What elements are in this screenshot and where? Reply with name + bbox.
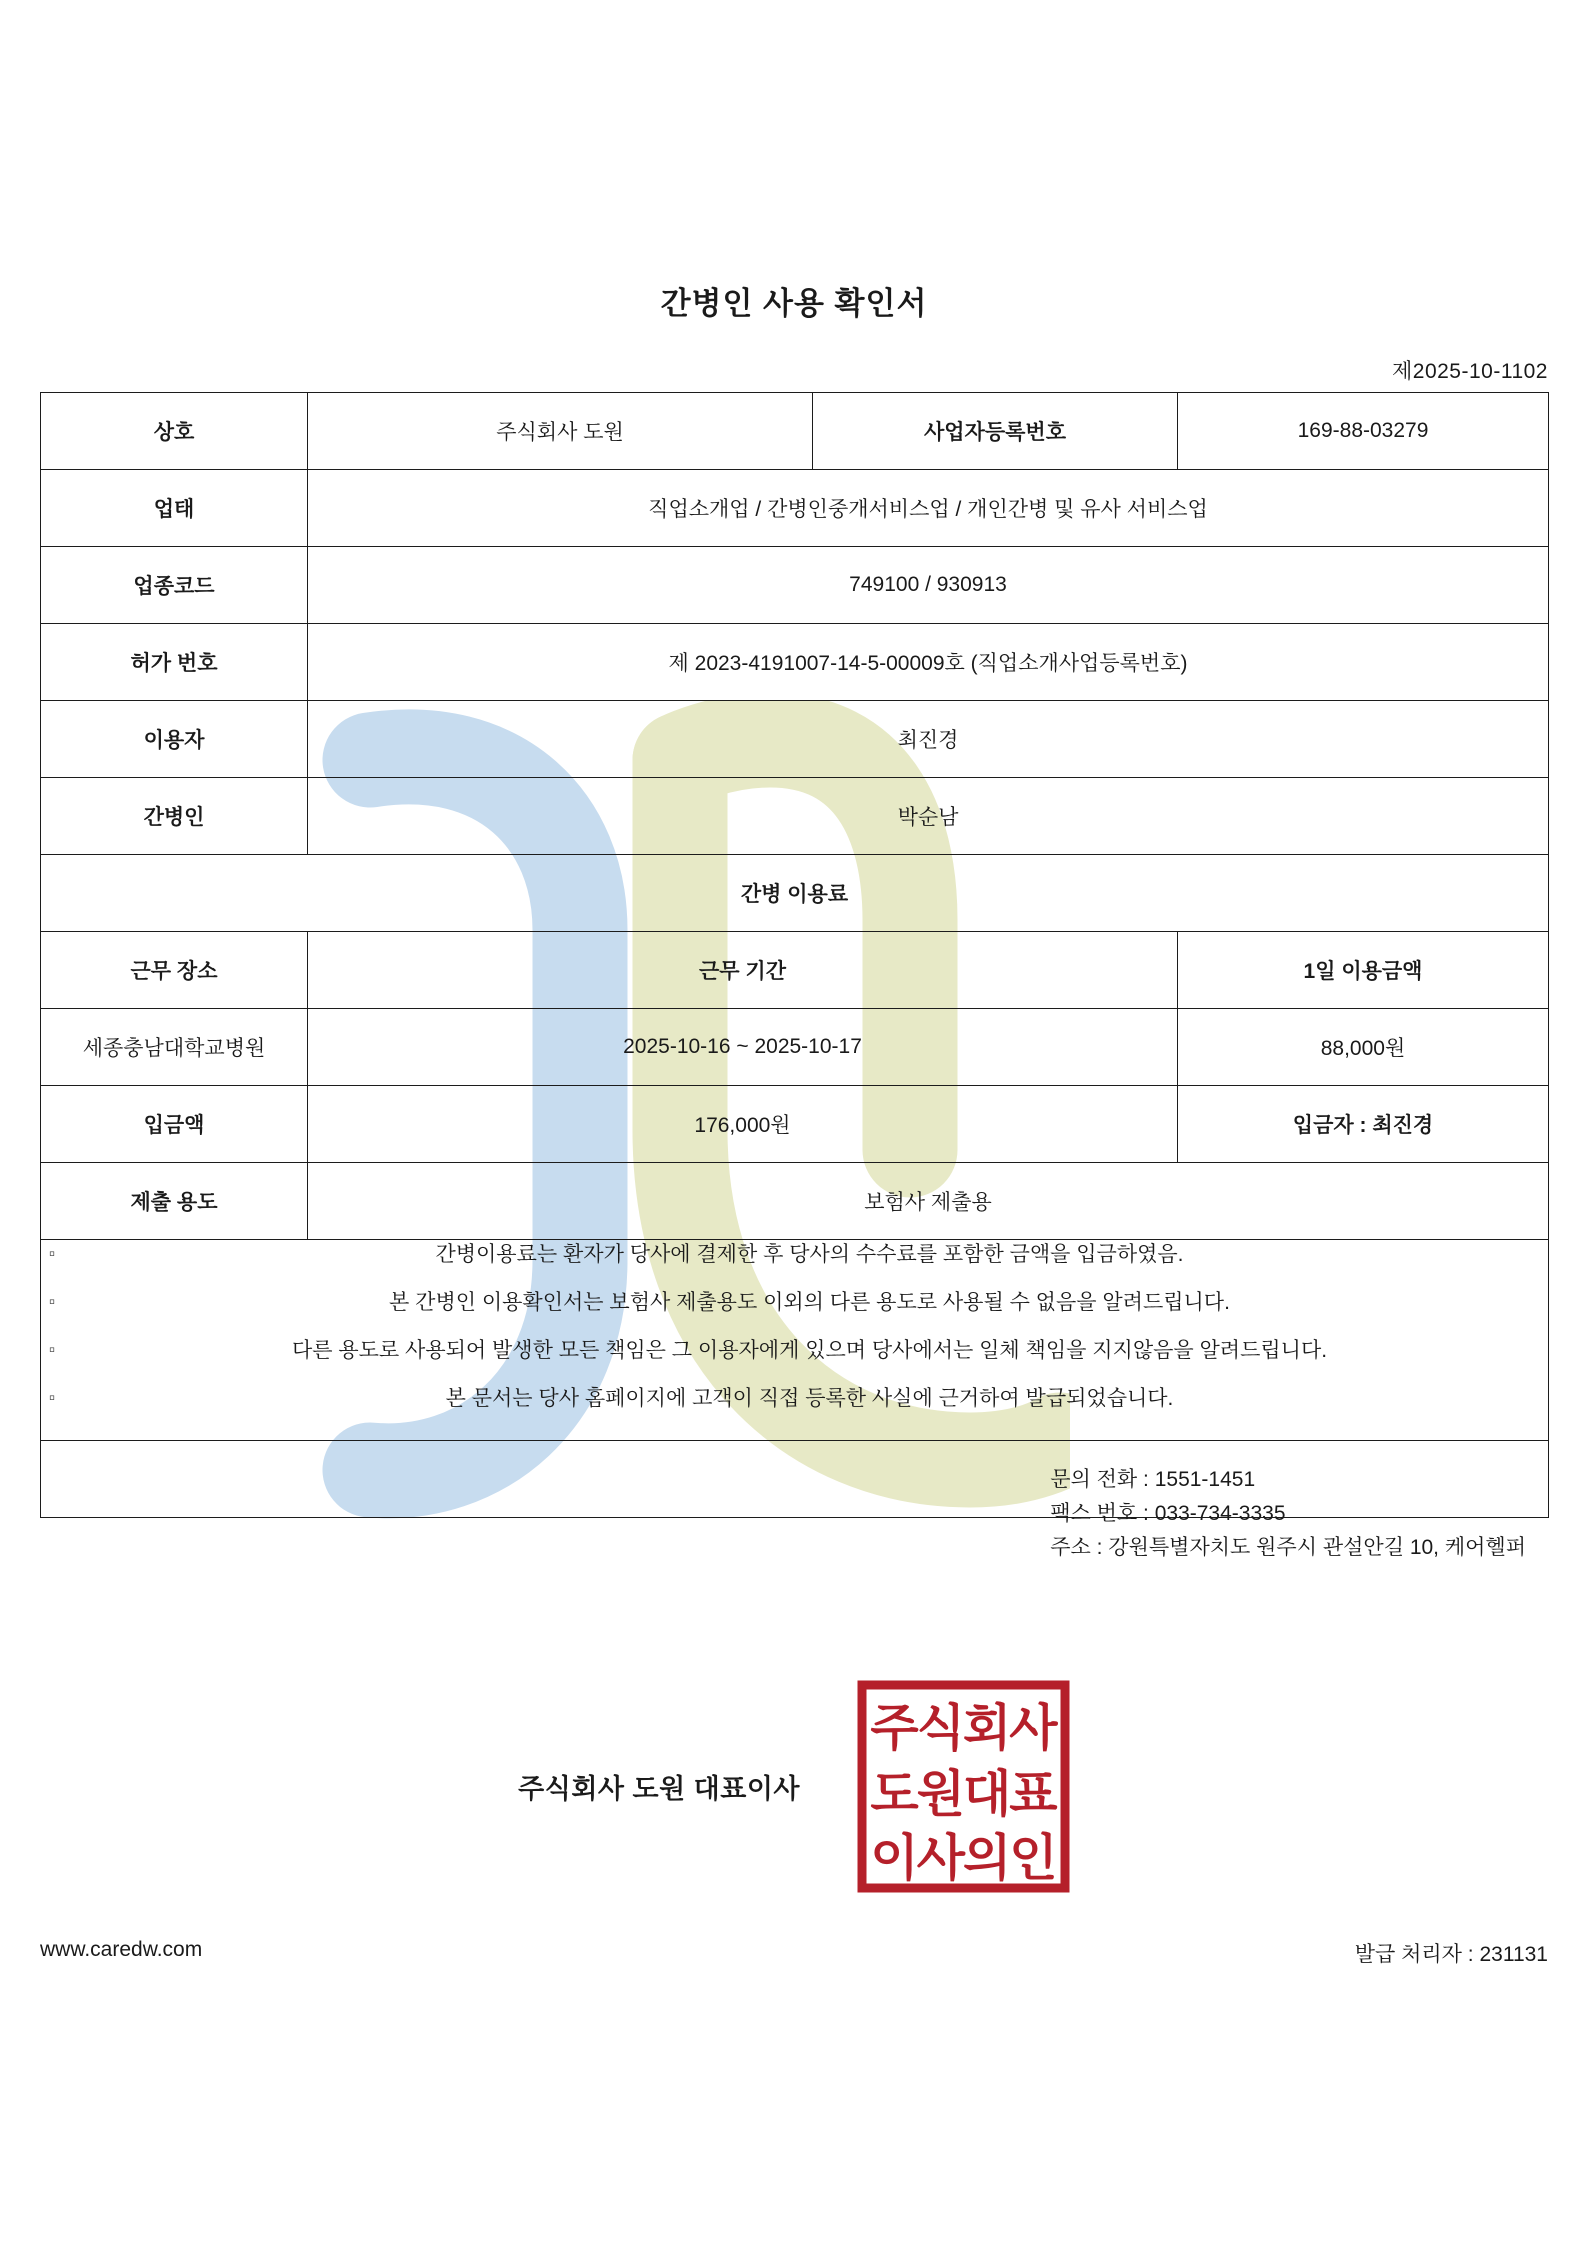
- user-label: 이용자: [41, 701, 308, 778]
- notes-row: [41, 1240, 1549, 1441]
- depositor-value: 입금자 : 최진경: [1178, 1086, 1549, 1163]
- deposit-value: 176,000원: [308, 1086, 1178, 1163]
- business-number-label: 사업자등록번호: [813, 393, 1178, 470]
- contact-phone: 문의 전화 : 1551-1451: [1050, 1468, 1256, 1491]
- purpose-label: 제출 용도: [41, 1163, 308, 1240]
- footer-website: www.caredw.com: [40, 1938, 203, 1961]
- business-type-label: 업태: [41, 470, 308, 547]
- svg-text:도원대표: 도원대표: [870, 1766, 1056, 1822]
- deposit-label: 입금액: [41, 1086, 308, 1163]
- daily-fee-header: 1일 이용금액: [1178, 932, 1549, 1009]
- table-row: [41, 855, 1549, 932]
- table-row: [41, 1086, 1549, 1163]
- note-item: ▫ 간병이용료는 환자가 당사에 결제한 후 당사의 수수료를 포함한 금액을 입금하였음.: [49, 1244, 1540, 1265]
- svg-text:주식회사: 주식회사: [870, 1700, 1056, 1756]
- daily-fee-value: 88,000원: [1178, 1009, 1549, 1086]
- notes-cell: [41, 1240, 1549, 1441]
- business-number-value: 169-88-03279: [1178, 393, 1549, 470]
- work-period-header: 근무 기간: [308, 932, 1178, 1009]
- user-value: 최진경: [308, 701, 1549, 778]
- note-item: ▫ 본 문서는 당사 홈페이지에 고객이 직접 등록한 사실에 근거하여 발급되었습니다.: [49, 1388, 1540, 1409]
- table-row: [41, 624, 1549, 701]
- contact-block: [1050, 1463, 1526, 1565]
- table-row: [41, 1009, 1549, 1086]
- contact-fax: 팩스 번호 : 033-734-3335: [1050, 1502, 1286, 1526]
- table-row: [41, 932, 1549, 1009]
- certificate-table: [40, 392, 1549, 1886]
- table-row: [41, 701, 1549, 778]
- business-type-value: 직업소개업 / 간병인중개서비스업 / 개인간병 및 유사 서비스업: [308, 470, 1549, 547]
- work-period-value: 2025-10-16 ~ 2025-10-17: [308, 1009, 1178, 1086]
- signature-name: 주식회사 도원 대표이사: [518, 1774, 800, 1804]
- fee-section-title: 간병 이용료: [41, 855, 1549, 932]
- caregiver-value: 박순남: [308, 778, 1549, 855]
- signature-row: [41, 1679, 1548, 1894]
- company-seal-stamp: [856, 1679, 1071, 1894]
- table-row: [41, 547, 1549, 624]
- license-number-value: 제 2023-4191007-14-5-00009호 (직업소개사업등록번호): [308, 624, 1549, 701]
- industry-code-label: 업종코드: [41, 547, 308, 624]
- license-number-label: 허가 번호: [41, 624, 308, 701]
- contact-signature-cell: [41, 1441, 1549, 1886]
- svg-text:이사의인: 이사의인: [870, 1830, 1056, 1886]
- caregiver-label: 간병인: [41, 778, 308, 855]
- page-title: 간병인 사용 확인서: [660, 286, 928, 321]
- table-row: [41, 393, 1549, 470]
- contact-address: 주소 : 강원특별자치도 원주시 관설안길 10, 케어헬퍼: [1050, 1536, 1526, 1560]
- note-item: ▫ 본 간병인 이용확인서는 보험사 제출용도 이외의 다른 용도로 사용될 수 없음을 알려드립니다.: [49, 1292, 1540, 1313]
- industry-code-value: 749100 / 930913: [308, 547, 1549, 624]
- company-name-value: 주식회사 도원: [308, 393, 813, 470]
- company-name-label: 상호: [41, 393, 308, 470]
- purpose-value: 보험사 제출용: [308, 1163, 1549, 1240]
- table-row: [41, 470, 1549, 547]
- document-number: 제2025-10-1102: [1391, 360, 1548, 383]
- footer-issuer: 발급 처리자 : 231131: [1354, 1943, 1548, 1966]
- contact-signature-row: [41, 1441, 1549, 1518]
- table-row: [41, 778, 1549, 855]
- page-footer: [40, 1938, 1548, 1968]
- work-place-value: 세종충남대학교병원: [41, 1009, 308, 1086]
- work-place-header: 근무 장소: [41, 932, 308, 1009]
- note-item: ▫ 다른 용도로 사용되어 발생한 모든 책임은 그 이용자에게 있으며 당사에서는 일체 책임을 지지않음을 알려드립니다.: [49, 1340, 1540, 1361]
- table-row: [41, 1163, 1549, 1240]
